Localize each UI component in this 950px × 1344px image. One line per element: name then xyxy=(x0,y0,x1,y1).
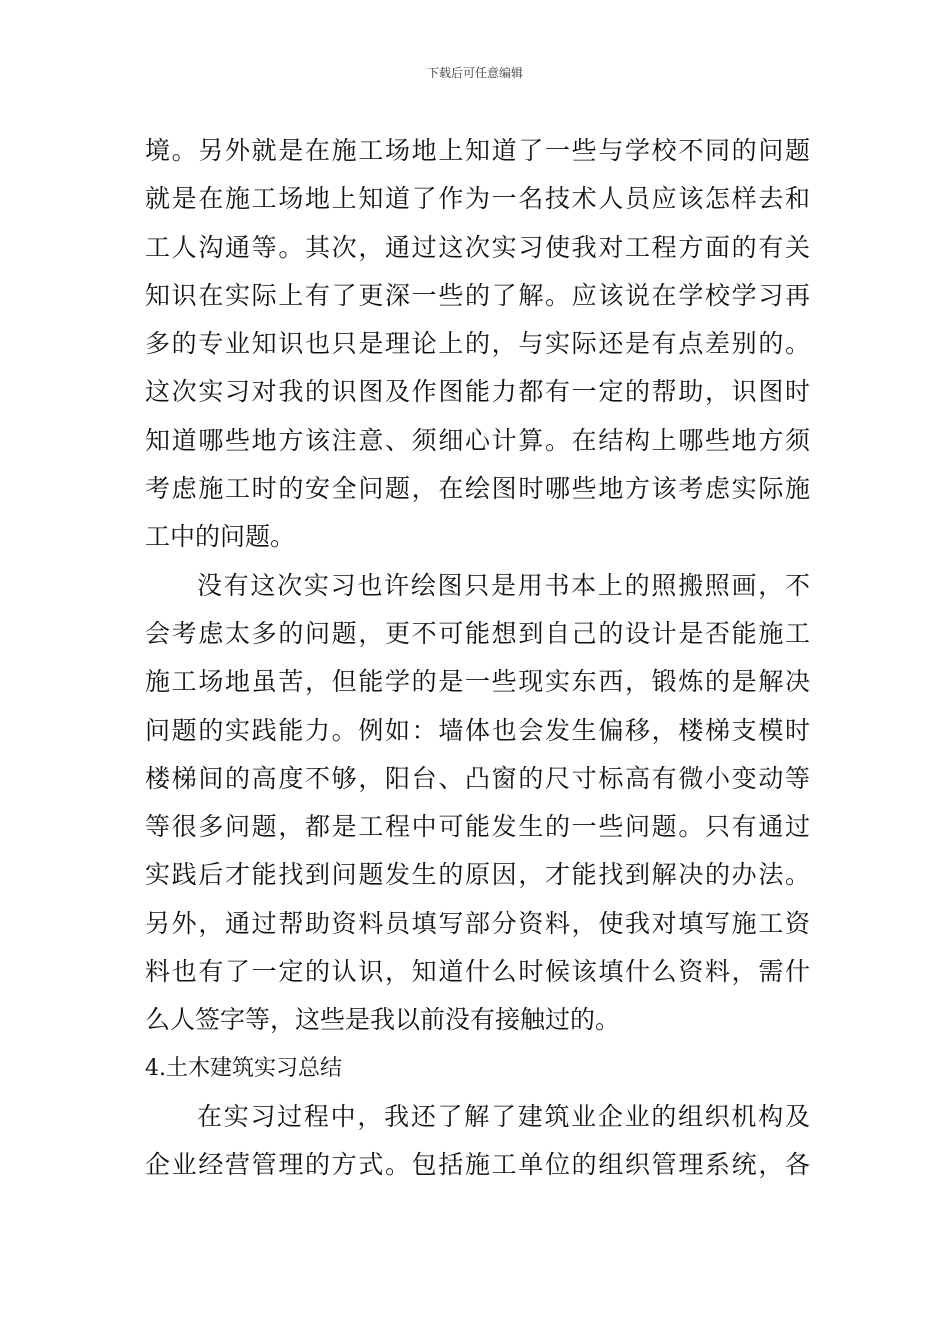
text-line: 么人签字等，这些是我以前没有接触过的。 xyxy=(145,1005,621,1035)
text-line: 问题的实践能力。例如：墙体也会发生偏移，楼梯支模时 xyxy=(145,715,810,745)
text-line: 楼梯间的高度不够，阳台、凸窗的尺寸标高有微小变动等 xyxy=(145,763,810,793)
text-line: 另外，通过帮助资料员填写部分资料，使我对填写施工资 xyxy=(145,908,810,938)
text-line: 会考虑太多的问题，更不可能想到自己的设计是否能施工 xyxy=(145,618,810,648)
text-line: 知道哪些地方该注意、须细心计算。在结构上哪些地方须 xyxy=(145,425,810,455)
text-line: 这次实习对我的识图及作图能力都有一定的帮助，识图时 xyxy=(145,377,810,407)
text-line: 工中的问题。 xyxy=(145,522,296,552)
paragraph-first-line: 在实习过程中，我还了解了建筑业企业的组织机构及 xyxy=(197,1101,810,1131)
text-line: 就是在施工场地上知道了作为一名技术人员应该怎样去和 xyxy=(145,184,810,214)
text-line: 等很多问题，都是工程中可能发生的一些问题。只有通过 xyxy=(145,812,810,842)
text-line: 知识在实际上有了更深一些的了解。应该说在学校学习再 xyxy=(145,280,810,310)
text-line: 考虑施工时的安全问题，在绘图时哪些地方该考虑实际施 xyxy=(145,474,810,504)
text-line: 实践后才能找到问题发生的原因，才能找到解决的办法。 xyxy=(145,860,810,890)
section-heading: 4.土木建筑实习总结 xyxy=(145,1055,342,1081)
paragraph-first-line: 没有这次实习也许绘图只是用书本上的照搬照画，不 xyxy=(197,570,810,600)
text-line: 多的专业知识也只是理论上的，与实际还是有点差别的。 xyxy=(145,329,810,359)
text-line: 料也有了一定的认识，知道什么时候该填什么资料，需什 xyxy=(145,957,810,987)
text-line: 工人沟通等。其次，通过这次实习使我对工程方面的有关 xyxy=(145,232,810,262)
body-text xyxy=(145,127,810,1190)
text-line: 企业经营管理的方式。包括施工单位的组织管理系统，各 xyxy=(145,1150,810,1180)
text-line: 境。另外就是在施工场地上知道了一些与学校不同的问题 xyxy=(145,136,810,165)
text-line: 施工场地虽苦，但能学的是一些现实东西，锻炼的是解决 xyxy=(145,667,810,697)
page-header: 下载后可任意编辑 xyxy=(426,66,523,80)
